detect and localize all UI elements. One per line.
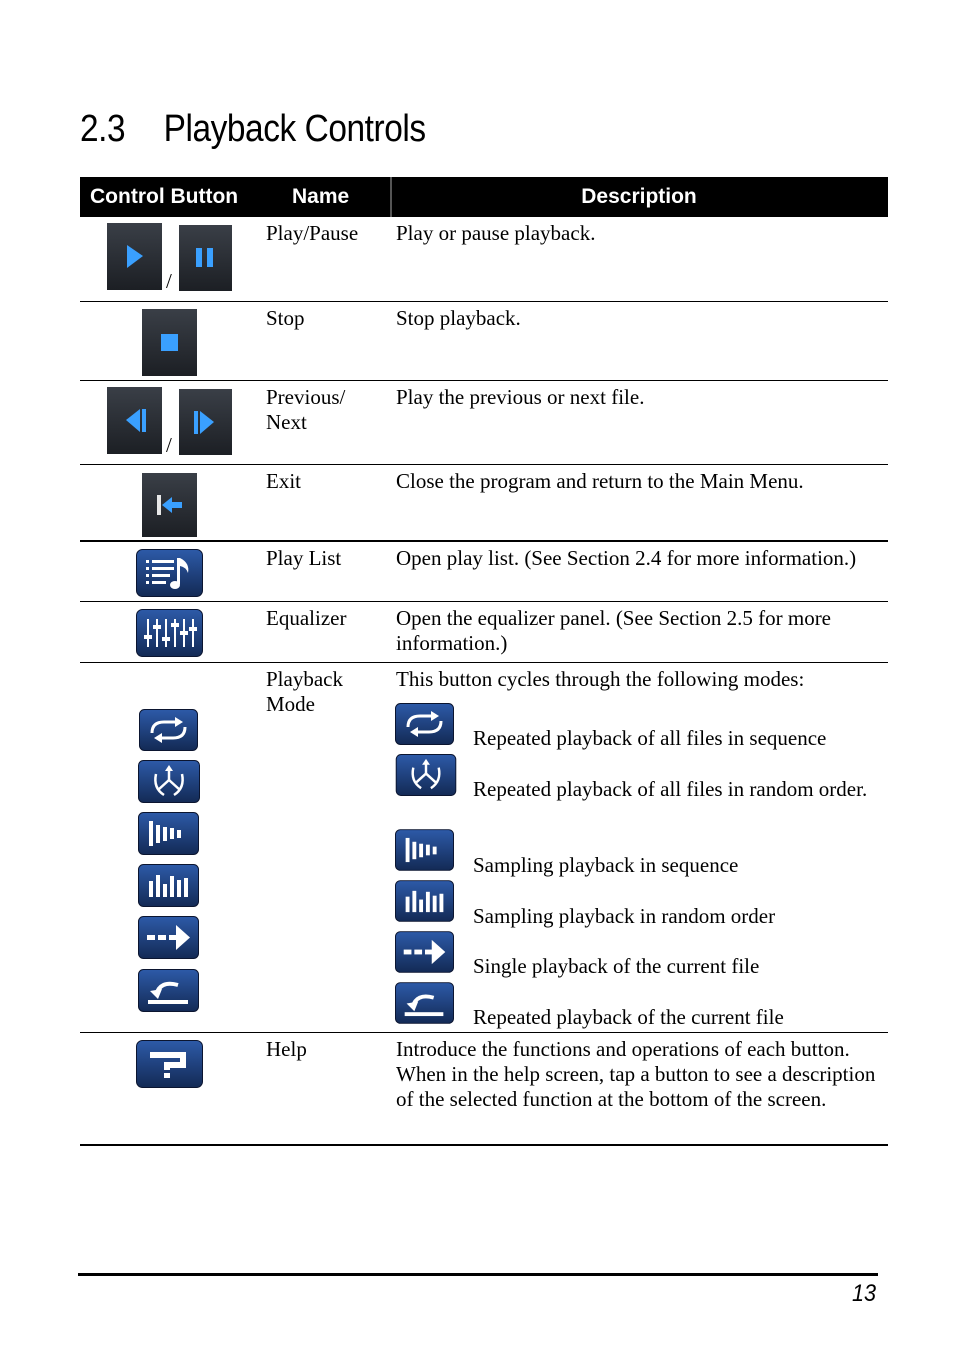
row-name: Exit	[266, 469, 301, 493]
mode-icon-single-playback	[395, 931, 454, 973]
table-row	[80, 1033, 888, 1146]
next-icon	[179, 389, 232, 455]
repeat-all-random-icon	[138, 760, 200, 803]
row-description: Play or pause playback.	[396, 221, 596, 245]
single-playback-icon	[138, 916, 199, 959]
exit-icon	[142, 473, 197, 537]
mode-description: Repeated playback of all files in random order.	[473, 777, 868, 801]
sampling-random-icon	[138, 864, 199, 907]
repeat-all-sequence-icon	[139, 709, 198, 751]
row-name-line1: Playback	[266, 667, 343, 691]
mode-icon-repeat-all-sequence	[395, 703, 454, 745]
row-name	[266, 667, 343, 717]
table-header	[80, 177, 888, 217]
header-control-button: Control Button	[90, 185, 239, 208]
section-number: 2.3	[80, 108, 126, 150]
mode-description: Sampling playback in sequence	[473, 853, 739, 877]
row-name-line1: Previous/	[266, 385, 346, 409]
mode-description: Repeated playback of all files in sequence	[473, 726, 827, 750]
mode-description: Sampling playback in random order	[473, 904, 776, 928]
repeat-current-icon	[138, 969, 199, 1012]
mode-icon-repeat-current	[395, 982, 454, 1024]
row-name: Equalizer	[266, 606, 347, 630]
row-description: Introduce the functions and operations of each button. When in the help screen, tap a button to see a description of the selected function at the bottom of the screen.	[396, 1037, 876, 1111]
table-row	[80, 381, 888, 465]
help-icon	[136, 1040, 203, 1088]
sampling-sequence-icon	[138, 812, 199, 855]
mode-icon-sampling-sequence	[395, 829, 454, 871]
row-name-line2: Next	[266, 410, 307, 434]
section-title: Playback Controls	[163, 108, 426, 150]
row-name: Help	[266, 1037, 307, 1061]
equalizer-icon	[136, 609, 203, 657]
table-row	[80, 302, 888, 381]
table-row	[80, 663, 888, 1033]
header-name: Name	[292, 185, 350, 208]
footer-rule	[78, 1273, 878, 1276]
table-row	[80, 465, 888, 542]
separator-slash: /	[166, 269, 172, 293]
mode-description: Single playback of the current file	[473, 954, 760, 978]
previous-icon	[107, 387, 162, 454]
controls-table	[80, 177, 888, 1146]
row-description: This button cycles through the following modes:	[396, 667, 805, 691]
header-description: Description	[390, 177, 886, 217]
play-icon	[107, 223, 162, 290]
row-name: Stop	[266, 306, 305, 330]
table-row	[80, 217, 888, 302]
row-description: Close the program and return to the Main Menu.	[396, 469, 804, 493]
row-name: Play List	[266, 546, 342, 570]
section-heading	[80, 108, 426, 151]
mode-icon-repeat-all-random	[395, 754, 457, 796]
pause-icon	[179, 225, 232, 291]
row-description: Play the previous or next file.	[396, 385, 645, 409]
row-description: Open play list. (See Section 2.4 for more information.)	[396, 546, 857, 570]
row-name: Play/Pause	[266, 221, 359, 245]
row-description: Open the equalizer panel. (See Section 2.5 for more information.)	[396, 606, 832, 655]
page-number: 13	[851, 1280, 876, 1307]
row-name-line2: Mode	[266, 692, 315, 716]
table-row	[80, 542, 888, 602]
playlist-icon	[136, 549, 203, 597]
mode-icon-sampling-random	[395, 880, 454, 922]
row-name	[266, 385, 345, 435]
stop-icon	[142, 309, 197, 376]
mode-description: Repeated playback of the current file	[473, 1005, 784, 1029]
row-description: Stop playback.	[396, 306, 521, 330]
table-row	[80, 602, 888, 663]
separator-slash: /	[166, 433, 172, 457]
